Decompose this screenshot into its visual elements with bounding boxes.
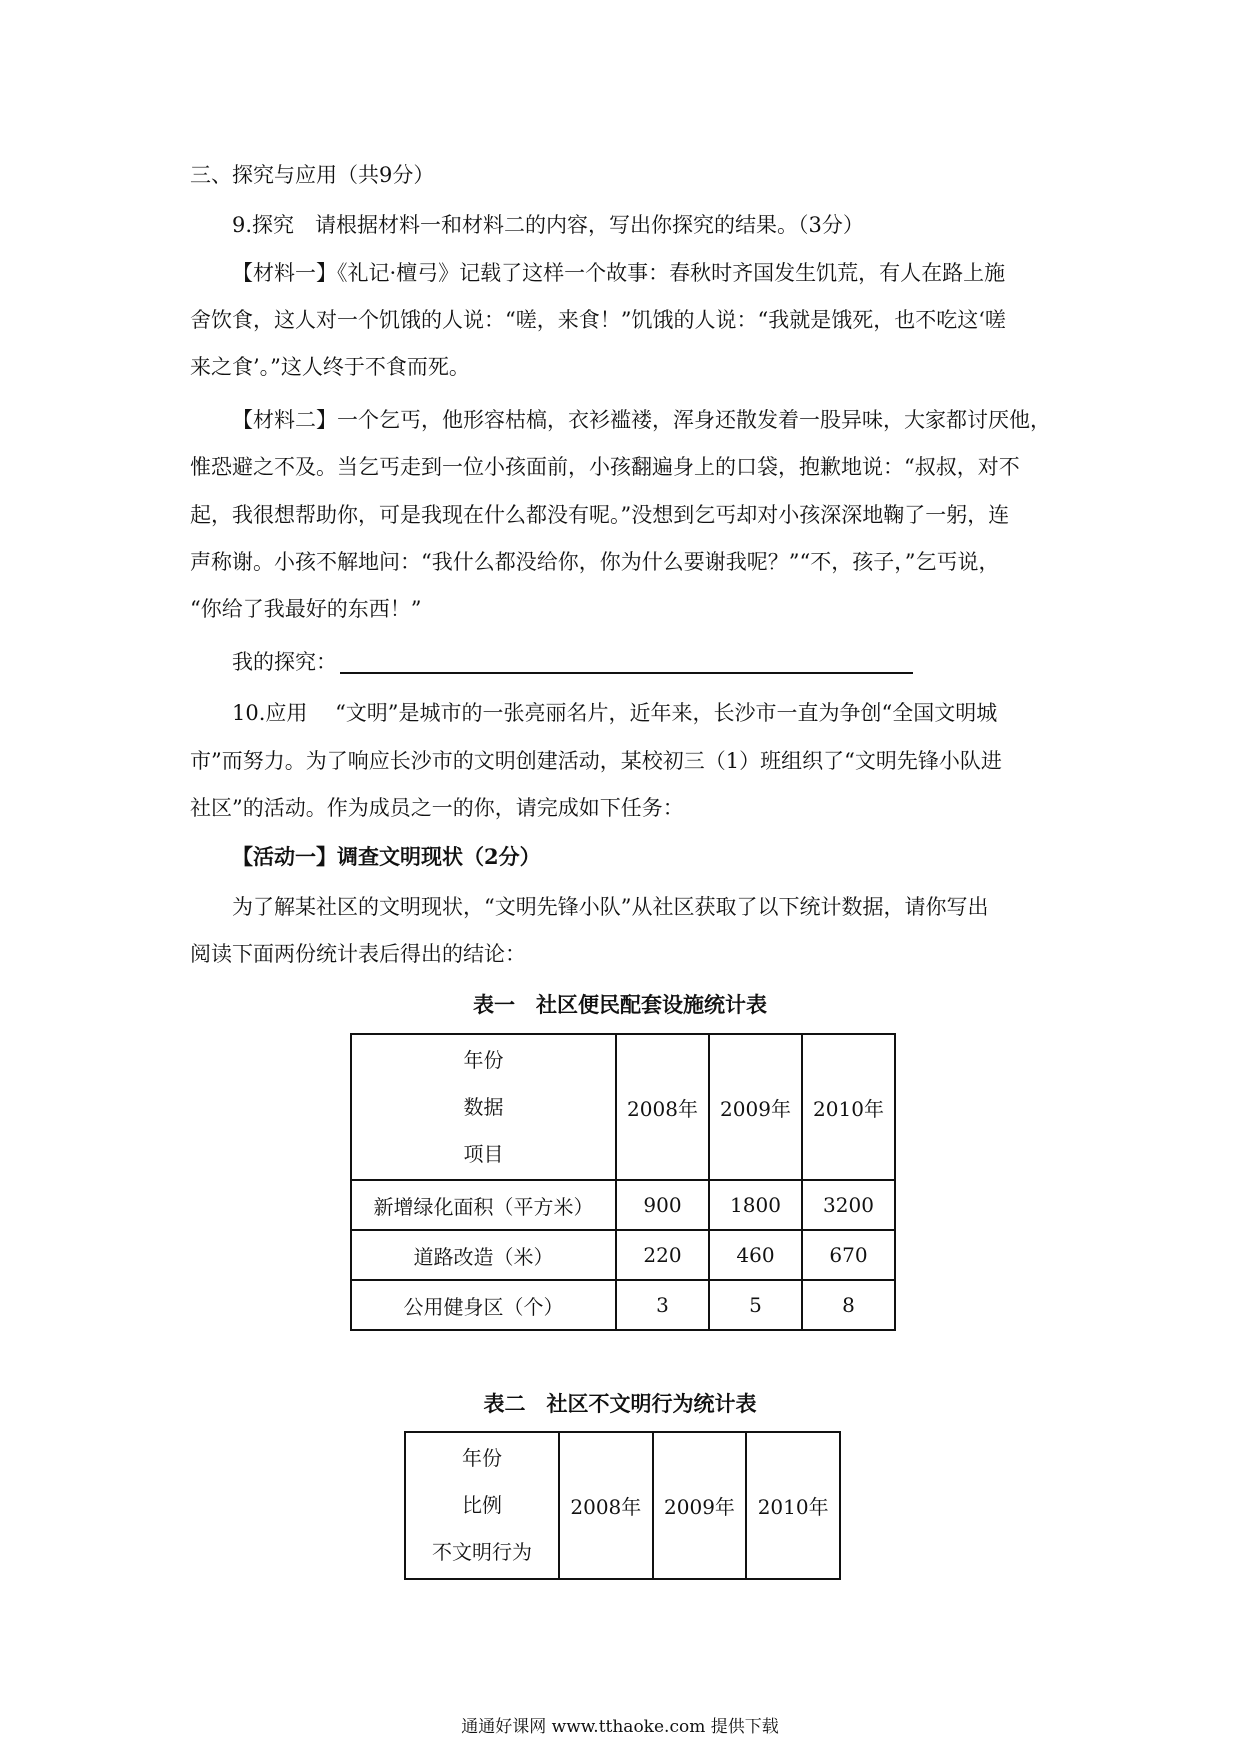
q10-intro-line-2: 市”而努力。为了响应长沙市的文明创建活动，某校初三（1）班组织了“文明先锋小队进 (190, 749, 1002, 773)
table1-row-label: 公用健身区（个） (351, 1280, 616, 1330)
table1-caption: 表一 社区便民配套设施统计表 (473, 992, 767, 1017)
table1-year-1: 2008年 (616, 1034, 709, 1180)
table2-header-behavior: 不文明行为 (432, 1540, 532, 1564)
page-footer: 通通好课网 www.tthaoke.com 提供下载 (461, 1717, 779, 1737)
table1-cell: 900 (616, 1180, 709, 1230)
q9-prompt: 9.探究 请根据材料一和材料二的内容，写出你探究的结果。（3分） (232, 213, 864, 237)
table1-cell: 3 (616, 1280, 709, 1330)
material2-line-2: 惟恐避之不及。当乞丐走到一位小孩面前，小孩翻遍身上的口袋，抱歉地说：“叔叔，对不 (190, 455, 1020, 479)
table2-year-3: 2010年 (746, 1432, 840, 1579)
material1-line-2: 舍饮食，这人对一个饥饿的人说：“嗟，来食！”饥饿的人说：“我就是饿死，也不吃这‘嗟 (190, 308, 1006, 332)
table2-year-2: 2009年 (653, 1432, 747, 1579)
material1-line-1: 【材料一】《礼记·檀弓》记载了这样一个故事：春秋时齐国发生饥荒，有人在路上施 (232, 261, 1006, 285)
table1-row-label: 新增绿化面积（平方米） (351, 1180, 616, 1230)
q10-intro-line-1: 10.应用 “文明”是城市的一张亮丽名片，近年来，长沙市一直为争创“全国文明城 (232, 701, 998, 725)
answer-label: 我的探究： (232, 650, 337, 674)
material1-line-3: 来之食’。”这人终于不食而死。 (190, 355, 470, 379)
table1-cell: 460 (709, 1230, 802, 1280)
table1-cell: 5 (709, 1280, 802, 1330)
table-row (351, 1230, 895, 1280)
table1-cell: 3200 (802, 1180, 895, 1230)
table1-cell: 220 (616, 1230, 709, 1280)
table1-row-label: 道路改造（米） (351, 1230, 616, 1280)
answer-line[interactable] (340, 672, 913, 674)
activity1-line-2: 阅读下面两份统计表后得出的结论： (190, 942, 526, 966)
activity1-line-1: 为了解某社区的文明现状，“文明先锋小队”从社区获取了以下统计数据，请你写出 (232, 895, 989, 919)
table2-header-diag (405, 1432, 559, 1579)
table2-header-ratio: 比例 (462, 1493, 502, 1517)
table2-caption: 表二 社区不文明行为统计表 (483, 1391, 757, 1416)
activity1-title: 【活动一】调查文明现状（2分） (232, 844, 541, 869)
table1-header-data: 数据 (463, 1094, 504, 1119)
table1-header-year: 年份 (463, 1047, 504, 1072)
table1-header-diag (351, 1034, 616, 1180)
q10-intro-line-3: 社区”的活动。作为成员之一的你，请完成如下任务： (190, 796, 684, 820)
material2-line-5: “你给了我最好的东西！” (190, 597, 422, 621)
table-row (351, 1180, 895, 1230)
material2-line-4: 声称谢。小孩不解地问：“我什么都没给你，你为什么要谢我呢？”“不，孩子，”乞丐说， (190, 550, 1000, 574)
table1-cell: 8 (802, 1280, 895, 1330)
table1-header-item: 项目 (463, 1141, 504, 1166)
table1-year-2: 2009年 (709, 1034, 802, 1180)
material2-line-3: 起，我很想帮助你，可是我现在什么都没有呢。”没想到乞丐却对小孩深深地鞠了一躬，连 (190, 503, 1010, 527)
material2-line-1: 【材料二】一个乞丐，他形容枯槁，衣衫褴褛，浑身还散发着一股异味，大家都讨厌他， (232, 408, 1051, 432)
table-row (351, 1280, 895, 1330)
table1-cell: 1800 (709, 1180, 802, 1230)
table1-cell: 670 (802, 1230, 895, 1280)
table1-year-3: 2010年 (802, 1034, 895, 1180)
table2-header-year: 年份 (462, 1446, 502, 1470)
section-heading: 三、探究与应用（共9分） (190, 163, 435, 187)
table2 (404, 1431, 841, 1580)
table2-year-1: 2008年 (559, 1432, 653, 1579)
table1 (350, 1033, 896, 1331)
